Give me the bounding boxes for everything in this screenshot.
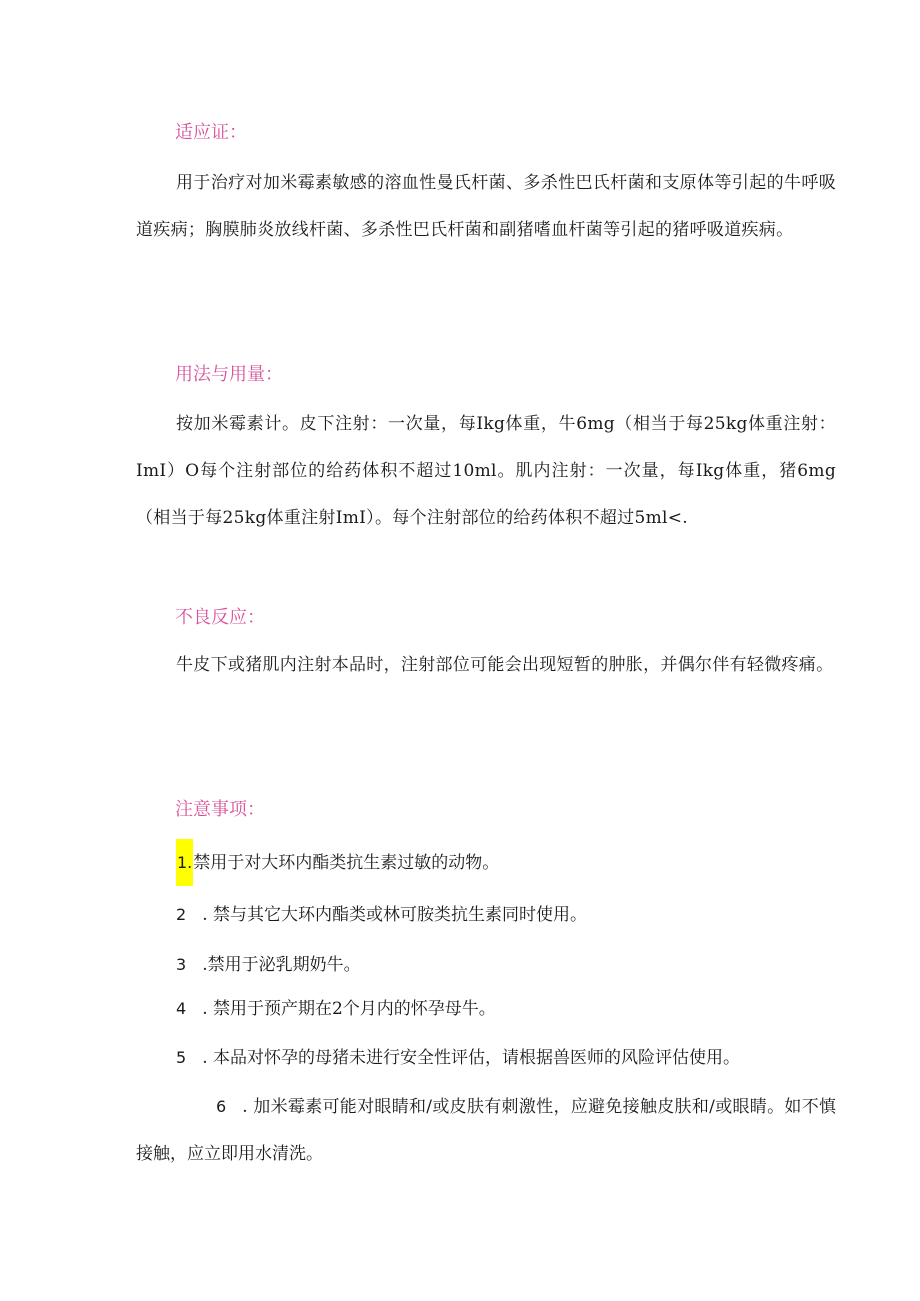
precaution-text: . 加米霉素可能对眼睛和/或皮肤有刺激性，应避免接触皮肤和/或眼睛。如不慎接触，应立即用水清洗。: [136, 1097, 836, 1164]
precaution-text: . 禁与其它大环内酯类或林可胺类抗生素同时使用。: [202, 905, 587, 925]
indications-heading: 适应证：: [175, 122, 247, 143]
precaution-number: 1.: [176, 839, 193, 886]
indications-body: 用于治疗对加米霉素敏感的溶血性曼氏杆菌、多杀性巴氏杆菌和支原体等引起的牛呼吸道疾病；胸膜肺炎放线杆菌、多杀性巴氏杆菌和副猪嗜血杆菌等引起的猪呼吸道疾病。: [136, 173, 836, 240]
precaution-item-5: [136, 1034, 836, 1082]
precaution-item-4: [136, 985, 836, 1033]
precaution-item-1: [136, 839, 836, 887]
precaution-item-6: [136, 1083, 836, 1178]
precaution-number: 5: [176, 1048, 187, 1067]
precaution-number: 4: [176, 999, 187, 1018]
precaution-item-2: [136, 891, 836, 939]
precaution-number: 6: [216, 1097, 227, 1116]
precaution-text: . 禁用于预产期在2个月内的怀孕母牛。: [202, 999, 496, 1019]
adverse-reactions-heading: 不良反应：: [175, 607, 265, 628]
dosage-heading: 用法与用量：: [175, 364, 283, 385]
precaution-text: . 本品对怀孕的母猪未进行安全性评估，请根据兽医师的风险评估使用。: [202, 1048, 740, 1068]
precaution-item-3: [136, 941, 836, 989]
precaution-number: 3: [176, 955, 187, 974]
adverse-reactions-body: 牛皮下或猪肌内注射本品时，注射部位可能会出现短暂的肿胀，并偶尔伴有轻微疼痛。: [176, 655, 834, 675]
precautions-heading: 注意事项：: [175, 799, 265, 820]
precaution-text: .禁用于泌乳期奶牛。: [202, 955, 361, 975]
precaution-number: 2: [176, 905, 187, 924]
precaution-text: 禁用于对大环内酯类抗生素过敏的动物。: [193, 853, 500, 873]
dosage-body: 按加米霉素计。皮下注射：一次量，每Ikg体重，牛6mg（相当于每25kg体重注射：ImI）O每个注射部位的给药体积不超过10ml。肌内注射：一次量，每Ikg体重，猪6mg（相当于每25kg体重注射ImI）。每个注射部位的给药体积不超过5ml<.: [136, 414, 836, 528]
